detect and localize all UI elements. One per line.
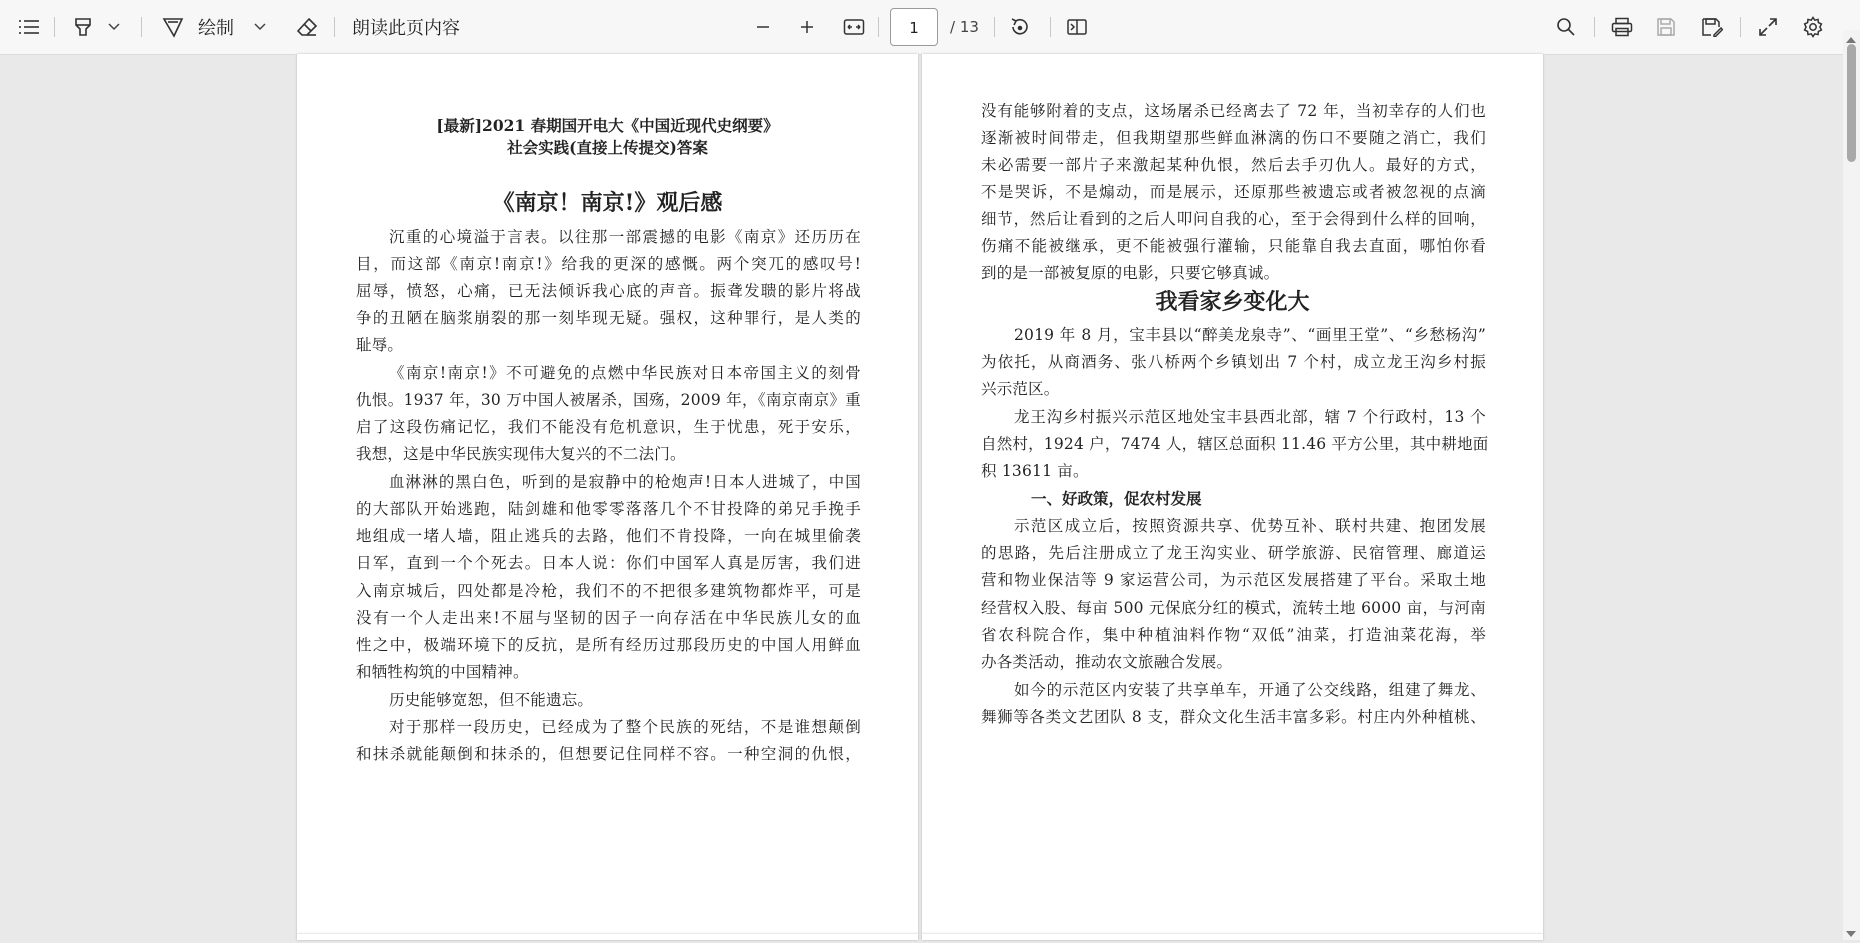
fit-width-button[interactable] <box>838 0 870 54</box>
text-line: 启了这段伤痛记忆，我们不能没有危机意识，生于忧患，死于安乐， <box>356 418 861 436</box>
eraser-icon <box>296 16 318 38</box>
text-line: 和抹杀就能颠倒和抹杀的，但想要记住同样不容。一种空洞的仇恨， <box>356 745 861 763</box>
text-line: 办各类活动，推动农文旅融合发展。 <box>981 653 1233 671</box>
plus-icon <box>799 19 815 35</box>
save-icon <box>1656 17 1676 37</box>
text-line: 性之中，极端环境下的反抗，是所有经历过那段历史的中国人用鲜血 <box>356 636 861 654</box>
read-aloud-button[interactable] <box>352 0 476 54</box>
save-button[interactable] <box>1650 0 1682 54</box>
chevron-down-icon <box>108 23 120 31</box>
text-line: 自然村，1924 户，7474 人，辖区总面积 11.46 平方公里，其中耕地面 <box>981 435 1489 453</box>
text-line: 地组成一堵人墙，阻止逃兵的去路，他们不肯投降，一向在城里偷袭 <box>356 527 861 545</box>
toolbar-separator <box>994 17 995 37</box>
document-title-line-2: 社会实践(直接上传提交)答案 <box>507 138 708 157</box>
toolbar-separator <box>54 17 55 37</box>
text-line: 历史能够宽恕，但不能遗忘。 <box>389 691 594 709</box>
print-button[interactable] <box>1606 0 1638 54</box>
erase-button[interactable] <box>292 0 322 54</box>
text-line: 经营权入股、每亩 500 元保底分红的模式，流转土地 6000 亩，与河南 <box>981 599 1486 617</box>
text-line: 逐渐被时间带走，但我期望那些鲜血淋漓的伤口不要随之消亡，我们 <box>981 129 1486 147</box>
page-total: / 13 <box>950 18 979 36</box>
text-line: 和牺牲构筑的中国精神。 <box>356 663 529 681</box>
pdf-page-1 <box>297 54 918 934</box>
text-line: 不是哭诉，不是煽动，而是展示，还原那些被遗忘或者被忽视的点滴 <box>981 183 1486 201</box>
chevron-down-icon <box>254 23 266 31</box>
text-line: 伤痛不能被继承，更不能被强行灌输，只能靠自我去直面，哪怕你看 <box>981 237 1486 255</box>
draw-icon <box>162 16 184 38</box>
text-line: 目，而这部《南京!南京!》给我的更深的感慨。两个突兀的感叹号! <box>356 255 861 273</box>
sub-heading: 一、好政策，促农村发展 <box>1031 489 1202 508</box>
text-line: 为依托，从商酒务、张八桥两个乡镇划出 7 个村，成立龙王沟乡村振 <box>981 353 1486 371</box>
text-line: 争的丑陋在脑浆崩裂的那一刻毕现无疑。强权，这种罪行，是人类的 <box>356 309 861 327</box>
fullscreen-icon <box>1758 17 1778 37</box>
text-line: 没有能够附着的支点，这场屠杀已经离去了 72 年，当初幸存的人们也 <box>981 102 1486 120</box>
vertical-scrollbar[interactable] <box>1843 30 1860 940</box>
text-line: 示范区成立后，按照资源共享、优势互补、联村共建、抱团发展 <box>1014 517 1486 535</box>
text-line: 省农科院合作，集中种植油料作物“双低”油菜，打造油菜花海，举 <box>981 626 1486 644</box>
search-button[interactable] <box>1550 0 1582 54</box>
draw-dropdown[interactable] <box>248 0 272 54</box>
highlight-button[interactable] <box>68 0 98 54</box>
draw-label: 绘制 <box>198 18 234 39</box>
text-line: 积 13611 亩。 <box>981 462 1089 480</box>
rotate-button[interactable] <box>1004 0 1036 54</box>
two-page-icon <box>1066 17 1088 37</box>
zoom-in-button[interactable] <box>792 0 822 54</box>
section-title: 《南京！南京!》观后感 <box>492 190 723 216</box>
highlight-dropdown[interactable] <box>100 0 128 54</box>
text-line: 仇恨。1937 年，30 万中国人被屠杀，国殇，2009 年，《南京南京》重 <box>356 391 861 409</box>
page-number-input[interactable]: 1 <box>890 8 938 46</box>
text-line: 兴示范区。 <box>981 380 1060 398</box>
pdf-page-3 <box>297 934 918 940</box>
text-line: 2019 年 8 月，宝丰县以“醉美龙泉寺”、“画里王堂”、“乡愁杨沟” <box>1014 326 1486 344</box>
list-icon <box>18 18 40 36</box>
text-line: 如今的示范区内安装了共享单车，开通了公交线路，组建了舞龙、 <box>1014 681 1486 699</box>
gear-icon <box>1802 16 1824 38</box>
print-icon <box>1611 17 1633 37</box>
zoom-out-button[interactable] <box>748 0 778 54</box>
text-line: 耻辱。 <box>356 336 404 354</box>
toolbar-separator <box>1050 17 1051 37</box>
text-line: 沉重的心境溢于言表。以往那一部震撼的电影《南京》还历历在 <box>389 228 861 246</box>
scrollbar-thumb[interactable] <box>1847 44 1856 162</box>
pdf-toolbar <box>0 0 1860 55</box>
toolbar-separator <box>1740 17 1741 37</box>
search-icon <box>1556 17 1576 37</box>
toolbar-separator <box>878 17 879 37</box>
text-line: 屈辱，愤怒，心痛，已无法倾诉我心底的声音。振聋发聩的影片将战 <box>356 282 861 300</box>
text-line: 细节，然后让看到的之后人叩问自我的心，至于会得到什么样的回响， <box>981 210 1486 228</box>
text-line: 营和物业保洁等 9 家运营公司，为示范区发展搭建了平台。采取土地 <box>981 571 1486 589</box>
read-aloud-label: 朗读此页内容 <box>352 18 460 39</box>
contents-button[interactable] <box>12 0 46 54</box>
save-as-icon <box>1701 17 1723 37</box>
text-line: 入南京城后，四处都是冷枪，我们不的不把很多建筑物都炸平，可是 <box>356 582 861 600</box>
text-line: 舞狮等各类文艺团队 8 支，群众文化生活丰富多彩。村庄内外种植桃、 <box>981 708 1486 726</box>
highlighter-icon <box>72 16 94 38</box>
text-line: 到的是一部被复原的电影，只要它够真诚。 <box>981 264 1280 282</box>
pdf-page-4 <box>922 934 1543 940</box>
fullscreen-button[interactable] <box>1752 0 1784 54</box>
page-view-button[interactable] <box>1060 0 1094 54</box>
save-as-button[interactable] <box>1696 0 1728 54</box>
scroll-down-icon[interactable] <box>1845 924 1857 943</box>
minus-icon <box>755 19 771 35</box>
toolbar-separator <box>141 17 142 37</box>
text-line: 《南京!南京!》不可避免的点燃中华民族对日本帝国主义的刻骨 <box>389 364 861 382</box>
pdf-page-2 <box>922 54 1543 934</box>
text-line: 日军，直到一个个死去。日本人说：你们中国军人真是厉害，我们进 <box>356 554 861 572</box>
text-line: 对于那样一段历史，已经成为了整个民族的死结，不是谁想颠倒 <box>389 718 861 736</box>
toolbar-separator <box>1594 17 1595 37</box>
settings-button[interactable] <box>1796 0 1830 54</box>
fit-width-icon <box>843 18 865 36</box>
text-line: 未必需要一部片子来激起某种仇恨，然后去手刃仇人。最好的方式， <box>981 156 1486 174</box>
text-line: 没有一个人走出来!不屈与坚韧的因子一向存活在中华民族儿女的血 <box>356 609 861 627</box>
text-line: 血淋淋的黑白色，听到的是寂静中的枪炮声!日本人进城了，中国 <box>389 473 861 491</box>
text-line: 龙王沟乡村振兴示范区地处宝丰县西北部，辖 7 个行政村，13 个 <box>1014 408 1486 426</box>
section-title: 我看家乡变化大 <box>1155 289 1310 315</box>
text-line: 的大部队开始逃跑，陆剑雄和他零零落落几个不甘投降的弟兄手挽手 <box>356 500 861 518</box>
text-line: 的思路，先后注册成立了龙王沟实业、研学旅游、民宿管理、廊道运 <box>981 544 1486 562</box>
rotate-icon <box>1009 16 1031 38</box>
text-line: 我想，这是中华民族实现伟大复兴的不二法门。 <box>356 445 686 463</box>
document-title-line-1: [最新]2021 春期国开电大《中国近现代史纲要》 <box>436 116 779 135</box>
toolbar-separator <box>334 17 335 37</box>
